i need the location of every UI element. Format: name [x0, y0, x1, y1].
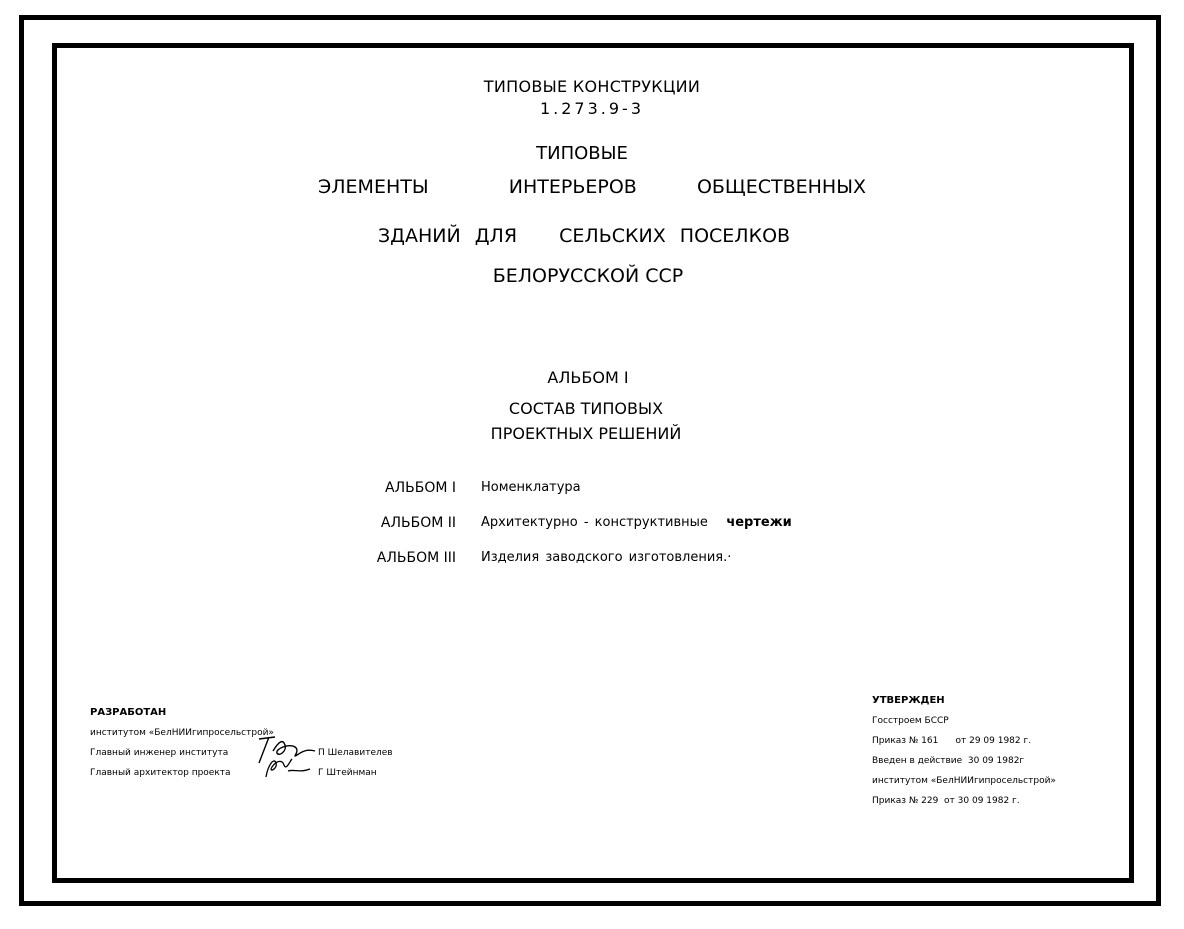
- album-contents-value: [481, 550, 731, 565]
- main-title-line-2: ЭЛЕМЕНТЫ ИНТЕРЬЕРОВ ОБЩЕСТВЕННЫХ: [318, 176, 866, 198]
- chief-architect-name: Г Штейнман: [318, 768, 377, 778]
- album-contents-key: АЛЬБОМ II: [380, 515, 456, 531]
- developed-institute: институтом «БелНИИгипросельстрой»: [90, 728, 274, 738]
- developed-header: РАЗРАБОТАН: [90, 707, 167, 718]
- album-contents-row: [0, 480, 1184, 500]
- series-title: ТИПОВЫЕ КОНСТРУКЦИИ: [483, 77, 701, 96]
- introduced-institute: институтом «БелНИИгипросельстрой»: [872, 776, 1056, 786]
- main-title-line-3: ЗДАНИЙ ДЛЯ СЕЛЬСКИХ ПОСЕЛКОВ: [377, 225, 791, 247]
- album-label: АЛЬБОМ I: [547, 368, 629, 387]
- chief-engineer-role: Главный инженер института: [90, 748, 229, 758]
- chief-architect-signature-icon: [260, 751, 312, 781]
- chief-engineer-name: П Шелавителев: [318, 748, 393, 758]
- album-contents-value-bold: чертежи: [726, 515, 792, 530]
- album-subtitle-1: СОСТАВ ТИПОВЫХ: [508, 399, 664, 418]
- album-contents-value: [481, 480, 581, 495]
- album-subtitle-2: ПРОЕКТНЫХ РЕШЕНИЙ: [490, 424, 682, 443]
- developed-block: [90, 703, 393, 783]
- chief-engineer-row: [90, 743, 393, 763]
- introduced-date: Введен в действие 30 09 1982г: [872, 756, 1025, 766]
- album-contents-value-text: Архитектурно - конструктивные: [481, 515, 708, 530]
- main-title-line-4: БЕЛОРУССКОЙ ССР: [492, 265, 684, 287]
- album-contents-value-text: Изделия заводского изготовления.·: [481, 550, 732, 565]
- approved-order: Приказ № 161 от 29 09 1982 г.: [872, 736, 1032, 746]
- main-title-line-1: ТИПОВЫЕ: [536, 143, 628, 164]
- album-contents-row: [0, 550, 1184, 570]
- album-contents-row: [0, 515, 1184, 535]
- album-contents-value-text: Номенклатура: [481, 480, 581, 495]
- approved-by: Госстроем БССР: [872, 716, 949, 726]
- approved-header: УТВЕРЖДЕН: [872, 695, 945, 706]
- approved-block: [872, 691, 1056, 811]
- series-code: 1.273.9-3: [539, 99, 645, 118]
- album-contents-key: АЛЬБОМ I: [385, 480, 456, 496]
- chief-architect-role: Главный архитектор проекта: [90, 768, 231, 778]
- album-contents-key: АЛЬБОМ III: [376, 550, 456, 566]
- chief-architect-row: [90, 763, 377, 783]
- album-contents-value: [481, 515, 792, 530]
- introduced-order: Приказ № 229 от 30 09 1982 г.: [872, 796, 1020, 806]
